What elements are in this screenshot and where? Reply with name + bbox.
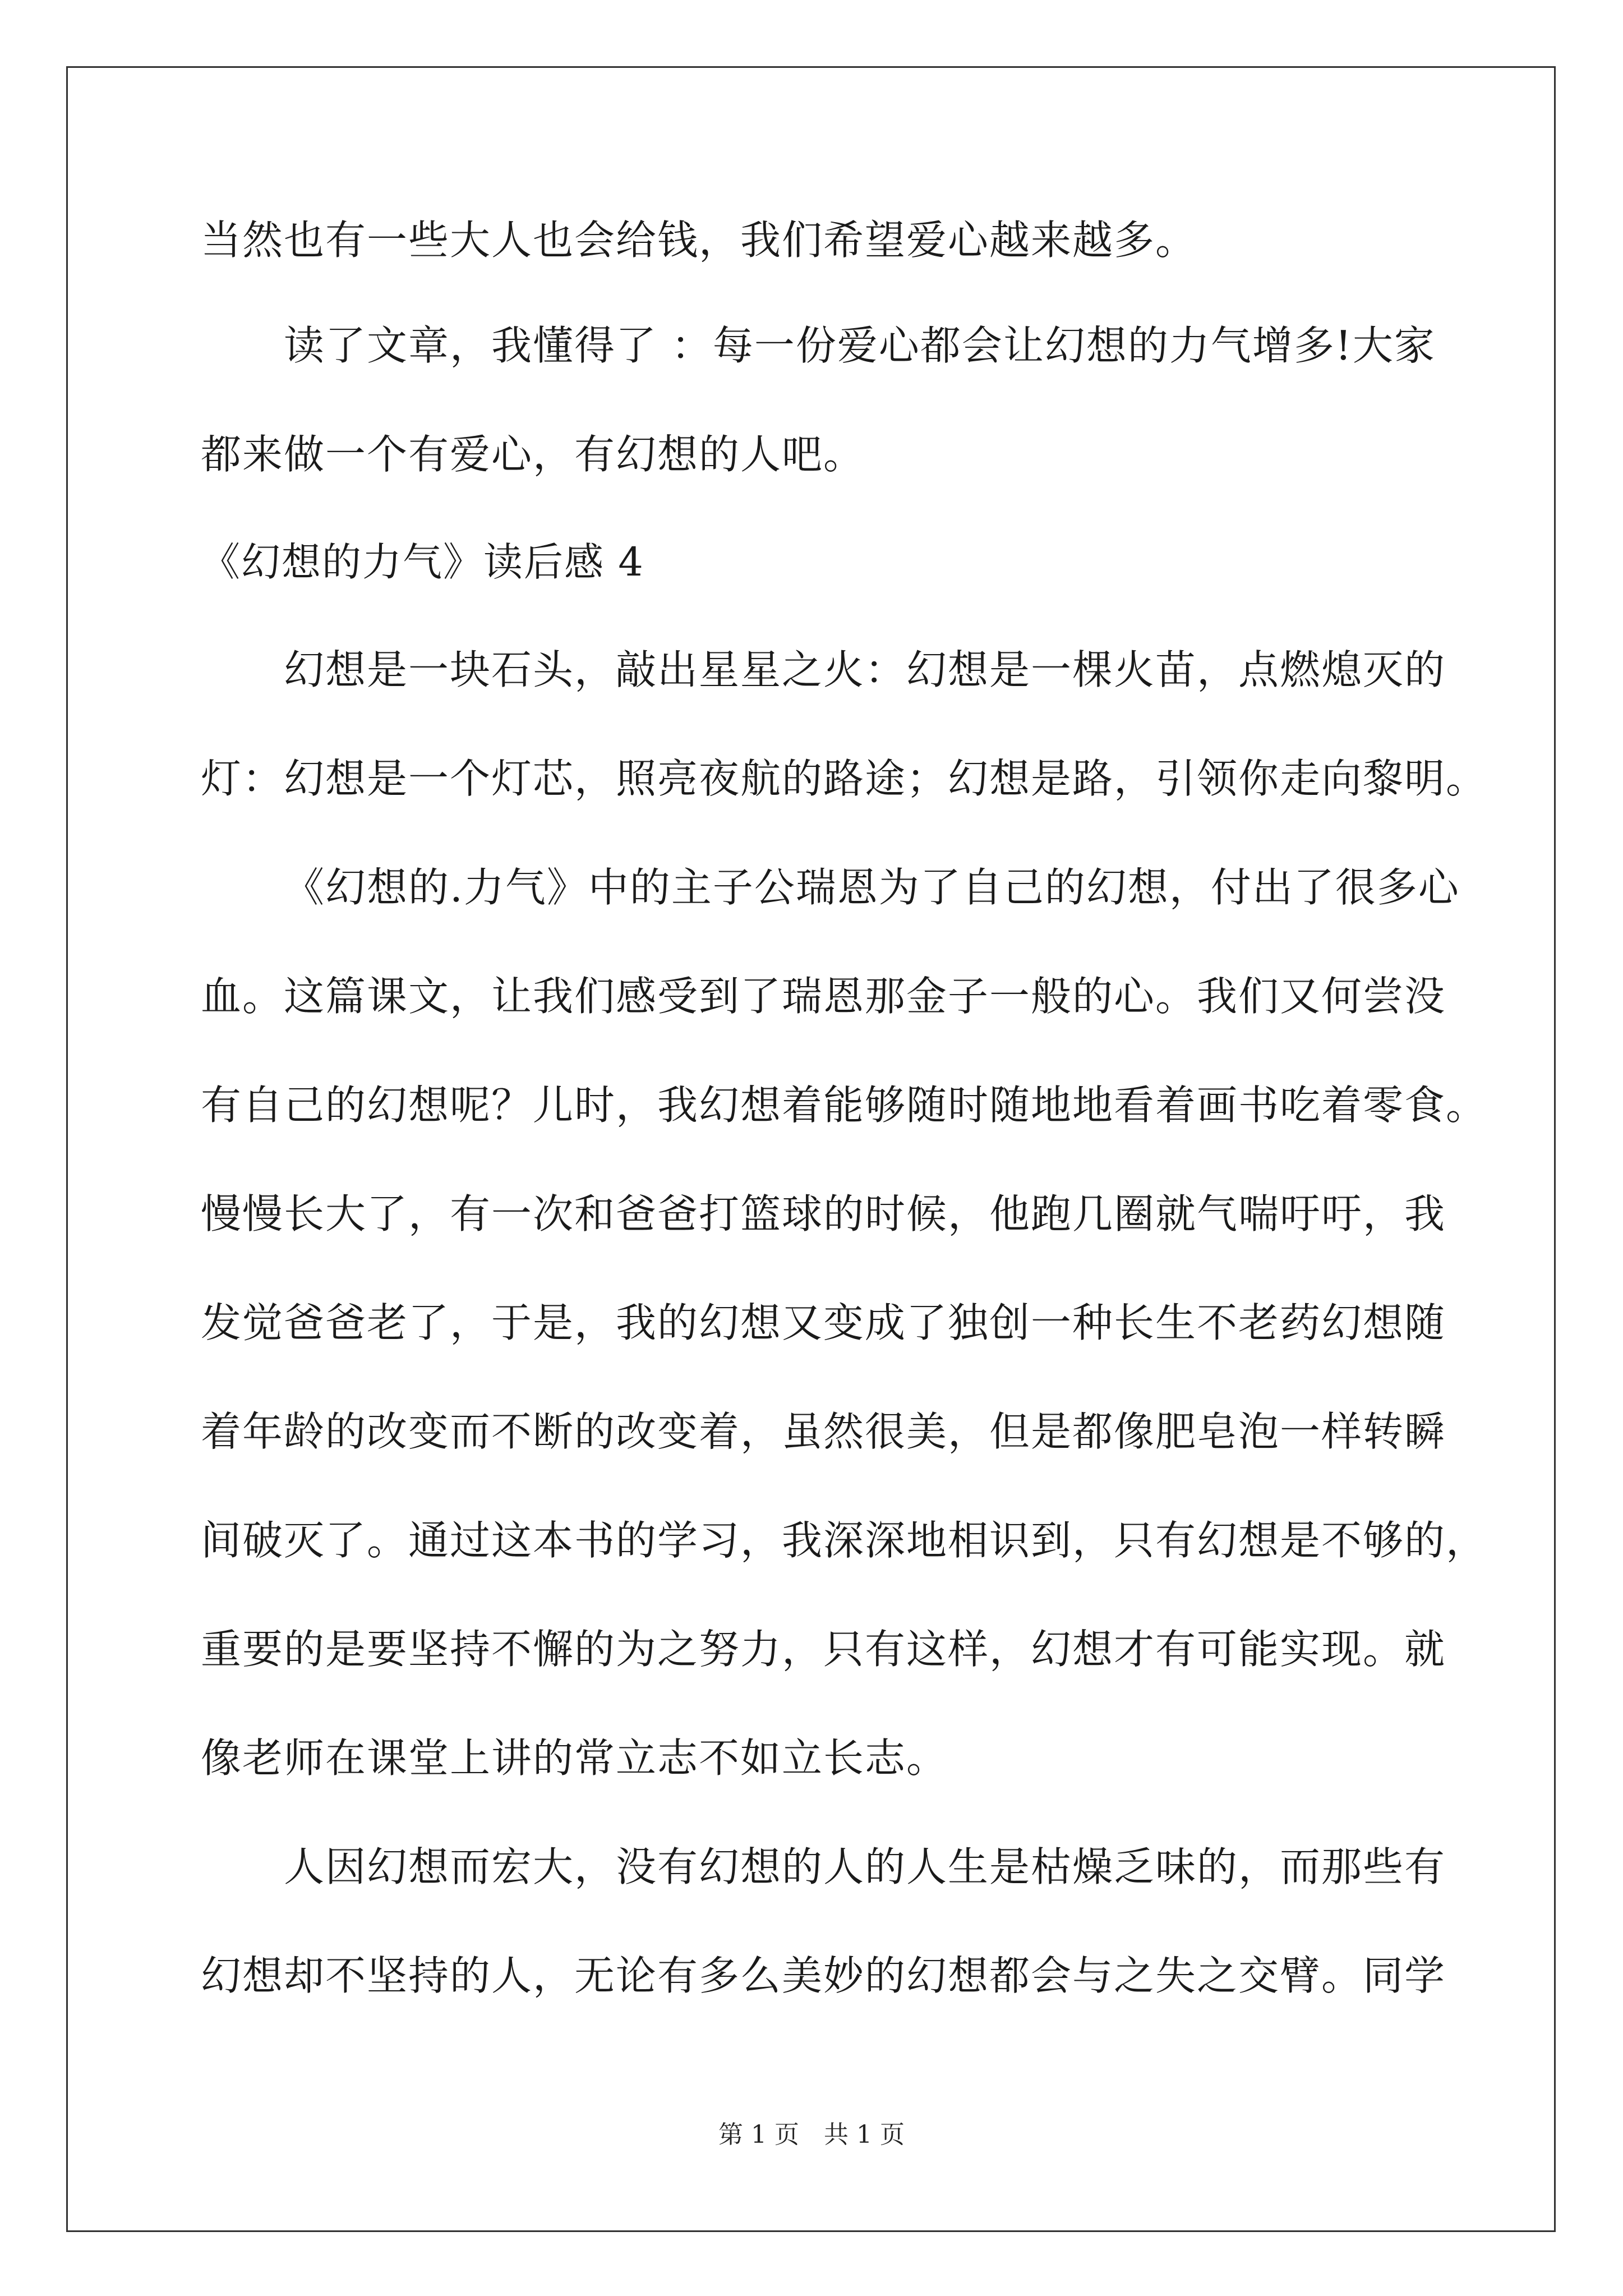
text-line: 当然也有一些大人也会给钱，我们希望爱心越来越多。 xyxy=(201,217,1197,264)
section-title xyxy=(201,535,1423,589)
text-line: 幻想是一块石头，敲出星星之火：幻想是一棵火苗，点燃熄灭的 xyxy=(284,646,1446,693)
text-line: 像老师在课堂上讲的常立志不如立长志。 xyxy=(201,1734,948,1782)
text-line: 着年龄的改变而不断的改变着，虽然很美，但是都像肥皂泡一样转瞬 xyxy=(201,1408,1446,1455)
section-title-text: 《幻想的力气》读后感 4 xyxy=(201,539,644,585)
paragraph xyxy=(201,861,1488,1785)
text-line: 人因幻想而宏大，没有幻想的人的人生是枯燥乏味的，而那些有 xyxy=(284,1843,1446,1890)
paragraph xyxy=(201,213,1423,267)
text-line: 间破灭了。通过这本书的学习，我深深地相识到，只有幻想是不够的， xyxy=(201,1517,1488,1564)
text-line: 重要的是要坚持不懈的为之努力，只有这样，幻想才有可能实现。就 xyxy=(201,1626,1446,1673)
page-number-footer: 第 1 页 共 1 页 xyxy=(718,2120,905,2149)
text-line: 灯：幻想是一个灯芯，照亮夜航的路途；幻想是路，引领你走向黎明。 xyxy=(201,755,1488,802)
text-line: 幻想却不坚持的人，无论有多么美妙的幻想都会与之失之交臂。同学 xyxy=(201,1952,1446,1999)
document-body xyxy=(201,213,1488,2003)
text-line: 读了文章，我懂得了 ：每一份爱心都会让幻想的力气增多!大家 xyxy=(284,322,1436,369)
paragraph xyxy=(201,1840,1446,2003)
text-line: 慢慢长大了，有一次和爸爸打篮球的时候，他跑几圈就气喘吁吁，我 xyxy=(201,1190,1446,1237)
text-line: 都来做一个有爱心，有幻想的人吧。 xyxy=(201,431,865,478)
paragraph xyxy=(201,643,1488,806)
text-line: 《幻想的.力气》中的主子公瑞恩为了自己的幻想，付出了很多心 xyxy=(284,864,1460,911)
text-line: 发觉爸爸老了，于是，我的幻想又变成了独创一种长生不老药幻想随 xyxy=(201,1299,1446,1346)
text-line: 有自己的幻想呢？儿时，我幻想着能够随时随地地看着画书吃着零食。 xyxy=(201,1082,1488,1129)
text-line: 血。这篇课文，让我们感受到了瑞恩那金子一般的心。我们又何尝没 xyxy=(201,973,1446,1020)
paragraph xyxy=(201,319,1436,481)
